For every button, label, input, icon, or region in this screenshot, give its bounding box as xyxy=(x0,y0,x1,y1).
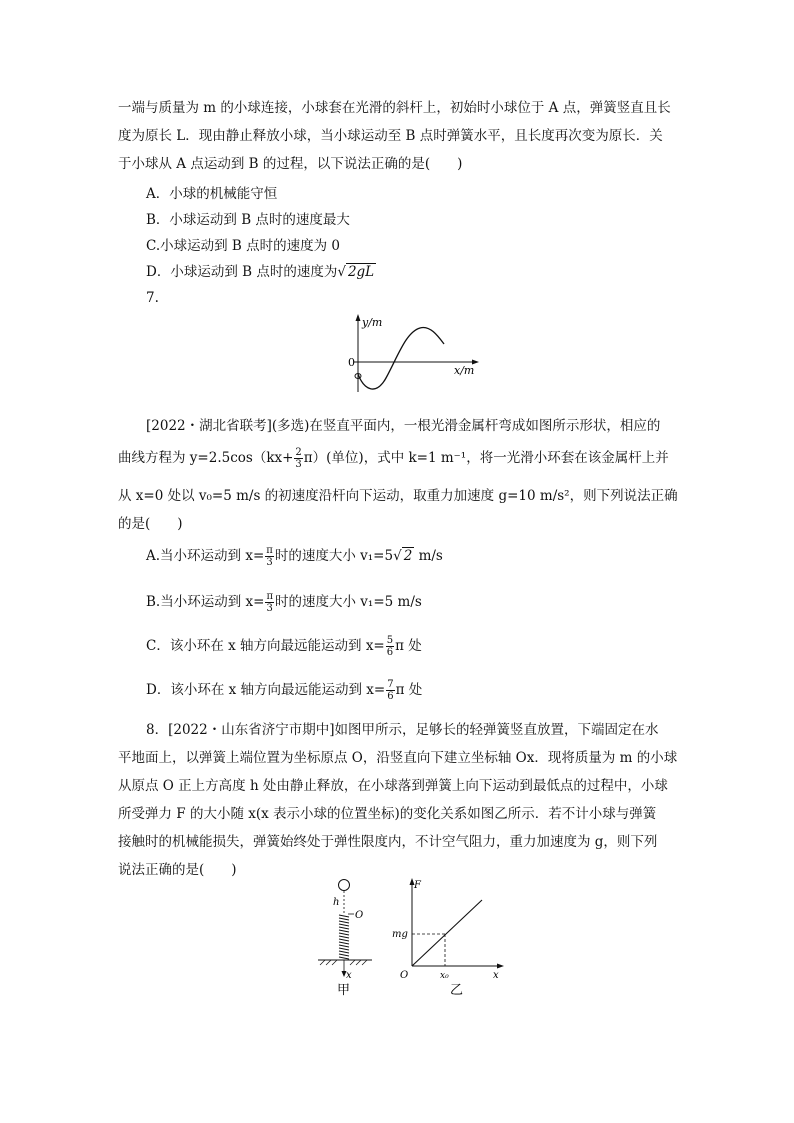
caption-yi: 乙 xyxy=(450,983,464,996)
q6-stem-line-2: 度为原长 L．现由静止释放小球，当小球运动至 B 点时弹簧水平，且长度再次变为原长．关 xyxy=(118,128,663,144)
q7-stem-line-2 xyxy=(118,446,669,470)
q6-option-d: D．小球运动到 B 点时的速度为√ 2gL xyxy=(146,264,375,280)
q7-stem-line-1: [2022・湖北省联考](多选)在竖直平面内，一根光滑金属杆弯成如图所示形状，相应的 xyxy=(146,418,661,434)
label-mg: mg xyxy=(392,929,408,940)
label-x: x xyxy=(346,970,352,981)
label-x: x xyxy=(493,970,499,981)
q7-option-c-text-2: π 处 xyxy=(395,638,422,654)
q7-option-d xyxy=(146,678,422,702)
q8-figure-jia xyxy=(312,872,384,996)
q6-option-d-text: D．小球运动到 B 点时的速度为 xyxy=(146,264,338,280)
ground-hatch xyxy=(320,960,367,965)
q7-stem-line-4: 的是( ) xyxy=(118,516,183,532)
q7-option-a-root: 2 xyxy=(403,548,413,564)
q7-y-arrow-icon xyxy=(356,314,361,321)
q8-stem-line-5: 接触时的机械能损失，弹簧始终处于弹性限度内，不计空气阻力，重力加速度为 g，则下列 xyxy=(118,834,658,850)
q7-number: 7. xyxy=(146,290,159,306)
q6-option-b: B．小球运动到 B 点时的速度最大 xyxy=(146,212,350,228)
q8-stem-line-3: 从原点 O 正上方高度 h 处由静止释放，在小球落到弹簧上向下运动到最低点的过程中，小球 xyxy=(118,778,668,794)
q8-stem-line-1: 8．[2022・山东省济宁市期中]如图甲所示，足够长的轻弹簧竖直放置，下端固定在水 xyxy=(146,722,659,738)
q7-option-b xyxy=(146,590,422,614)
q7-fig-ylabel: y/m xyxy=(362,316,383,329)
q8-stem-line-2: 平地面上，以弹簧上端位置为坐标原点 O，沿竖直向下建立坐标轴 Ox．现将质量为 m 的小球 xyxy=(118,750,678,766)
q7-option-d-text: D．该小环在 x 轴方向最远能运动到 x= xyxy=(146,682,386,698)
q7-option-c-text: C．该小环在 x 轴方向最远能运动到 x= xyxy=(146,638,385,654)
q7-fig-xlabel: x/m xyxy=(454,364,475,377)
label-h: h xyxy=(333,897,340,908)
q8-figure-yi xyxy=(390,872,510,996)
q7-option-a-text: A.当小环运动到 x= xyxy=(146,548,265,564)
q7-option-b-text: B.当小环运动到 x= xyxy=(146,594,265,610)
q6-stem-line-3: 于小球从 A 点运动到 B 的过程，以下说法正确的是( ) xyxy=(118,156,463,172)
q7-option-d-fraction: $\frac{7}{6}$ xyxy=(387,679,394,702)
q7-option-a-text-2: 时的速度大小 v₁=5 xyxy=(274,548,394,564)
label-F: F xyxy=(414,880,421,891)
q6-stem-line-1: 一端与质量为 m 的小球连接，小球套在光滑的斜杆上，初始时小球位于 A 点，弹簧竖直且长 xyxy=(118,100,671,116)
q8-stem-line-4: 所受弹力 F 的大小随 x(x 表示小球的位置坐标)的变化关系如图乙所示．若不计小球与弹簧 xyxy=(118,806,657,822)
q7-option-c-fraction: $\frac{5}{6}$ xyxy=(386,635,394,658)
q6-option-c: C.小球运动到 B 点时的速度为 0 xyxy=(146,238,341,254)
q7-option-a: A.当小环运动到 x= $\frac{\pi}{3}$ 时的速度大小 v₁=5√ 2 m/s xyxy=(146,545,443,568)
ball-icon xyxy=(339,880,350,891)
q7-curve xyxy=(358,327,444,389)
q7-option-a-unit: m/s xyxy=(414,548,443,564)
q7-option-b-fraction: $\frac{\pi}{3}$ xyxy=(266,591,274,614)
q7-fig-origin: 0 xyxy=(348,356,355,369)
label-x0: x₀ xyxy=(440,971,449,981)
label-O: O xyxy=(400,970,409,981)
q7-stem-line-3: 从 x=0 处以 v₀=5 m/s 的初速度沿杆向下运动，取重力加速度 g=10 m/s²，则下列说法正确 xyxy=(118,488,678,504)
q7-stem-line-2b: π）(单位)，式中 k=1 m⁻¹，将一光滑小环套在该金属杆上并 xyxy=(303,450,669,466)
q7-stem-line-2a: 曲线方程为 y=2.5cos（kx+ xyxy=(118,450,294,466)
q7-option-d-text-2: π 处 xyxy=(395,682,423,698)
q8-stem-line-6: 说法正确的是( ) xyxy=(118,862,237,878)
q7-option-a-fraction: $\frac{\pi}{3}$ xyxy=(266,545,273,568)
q7-curve-figure xyxy=(340,312,480,394)
q7-stem-fraction: $\frac{2}{3}$ xyxy=(295,447,302,470)
x-axis-arrow-icon xyxy=(497,964,504,969)
force-line xyxy=(412,900,482,966)
q7-option-b-text-2: 时的速度大小 v₁=5 m/s xyxy=(275,594,422,610)
label-O: O xyxy=(355,910,364,921)
spring-icon xyxy=(339,915,349,959)
q6-option-d-root: 2gL xyxy=(347,264,375,280)
caption-jia: 甲 xyxy=(337,983,351,996)
q7-option-c xyxy=(146,634,422,658)
q6-option-a: A．小球的机械能守恒 xyxy=(146,186,278,202)
